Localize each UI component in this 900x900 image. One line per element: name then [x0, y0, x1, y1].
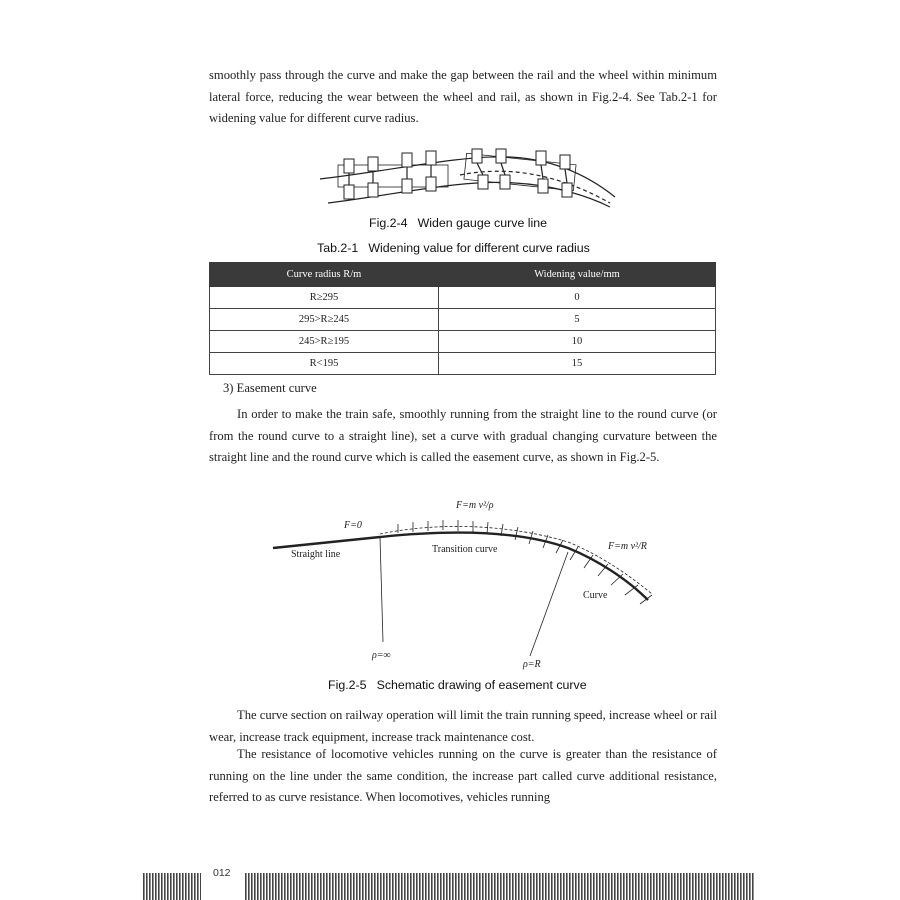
label-transition-curve: Transition curve	[432, 544, 498, 555]
paragraph-intro: smoothly pass through the curve and make the gap between the rail and the wheel within minimum lateral force, reducing the wear between the wheel and rail, as shown in Fig.2-4. See Tab.2-1 for widening value for different curve radius.	[209, 68, 717, 125]
figure-number: Fig.2-4	[369, 216, 408, 230]
table-cell: R≥295	[210, 287, 439, 309]
footer-barcode-right	[245, 873, 755, 900]
widening-table	[209, 262, 716, 375]
label-force-r: F=m v²/R	[608, 541, 647, 552]
table-header-row	[210, 263, 716, 287]
table-cell: 295>R≥245	[210, 309, 439, 331]
figure-2-5-drawing	[268, 492, 668, 672]
table-row	[210, 331, 716, 353]
table-cell: 5	[439, 309, 716, 331]
footer-barcode-left	[143, 873, 201, 900]
table-row	[210, 353, 716, 375]
table-cell: 245>R≥195	[210, 331, 439, 353]
table-2-1-caption	[317, 241, 590, 255]
section-subheading: 3) Easement curve	[223, 381, 317, 395]
figure-2-4-caption	[369, 216, 547, 230]
table-row	[210, 309, 716, 331]
table-header-cell: Widening value/mm	[439, 263, 716, 287]
figure-title: Widen gauge curve line	[417, 216, 548, 230]
table-row	[210, 287, 716, 309]
figure-title: Schematic drawing of easement curve	[376, 678, 587, 692]
label-rho-infinity: ρ=∞	[372, 650, 391, 661]
figure-number: Fig.2-5	[328, 678, 367, 692]
table-cell: 0	[439, 287, 716, 309]
paragraph-easement: In order to make the train safe, smoothly running from the straight line to the round curve (or from the round curve to a straight line), set a curve with gradual changing curvature between the straight line and the round curve which is called the easement curve, as shown in Fig.2-5.	[209, 407, 717, 464]
table-cell: 15	[439, 353, 716, 375]
label-rho-r: ρ=R	[523, 659, 541, 670]
figure-2-4-drawing	[310, 145, 620, 215]
table-number: Tab.2-1	[317, 241, 359, 255]
paragraph-curve-section: The curve section on railway operation will limit the train running speed, increase wheel or rail wear, increase track equipment, increase track maintenance cost.	[209, 708, 717, 744]
paragraph-curve-resistance: The resistance of locomotive vehicles running on the curve is greater than the resistance of running on the line under the same condition, the increase part called curve additional resistance, referred to as curve resistance. When locomotives, vehicles running	[209, 747, 717, 804]
label-straight-line: Straight line	[291, 549, 341, 560]
table-cell: 10	[439, 331, 716, 353]
label-force-rho: F=m v²/ρ	[456, 500, 494, 511]
table-title: Widening value for different curve radius	[368, 241, 590, 255]
figure-2-5-caption	[328, 678, 587, 692]
table-cell: R<195	[210, 353, 439, 375]
label-f0: F=0	[344, 520, 362, 531]
page-number: 012	[213, 867, 231, 879]
label-curve: Curve	[583, 590, 608, 601]
table-header-cell: Curve radius R/m	[210, 263, 439, 287]
